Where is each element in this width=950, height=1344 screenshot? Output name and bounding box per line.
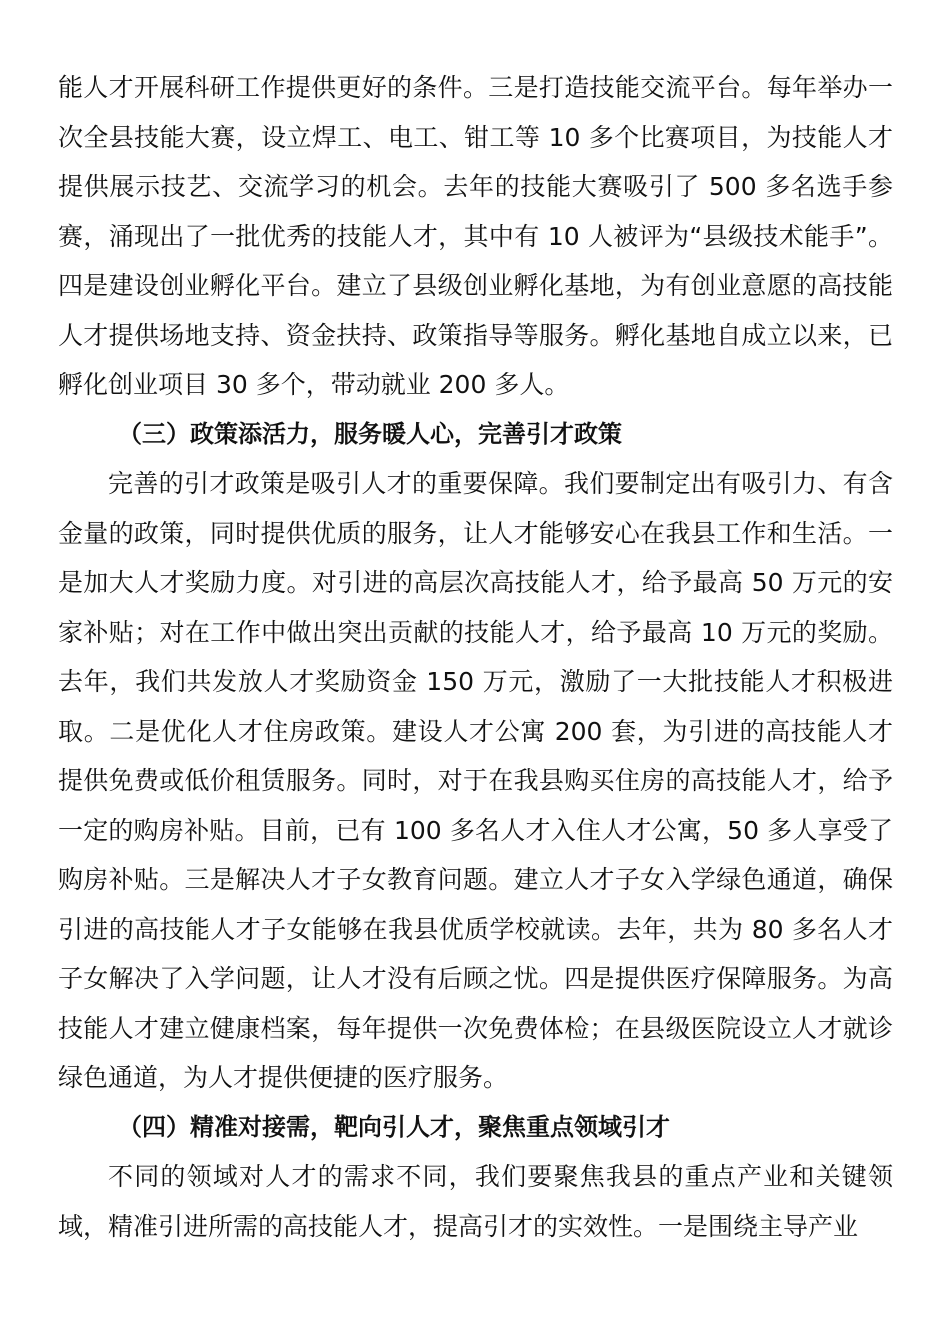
- section-heading: （三）政策添活力，服务暖人心，完善引才政策: [118, 419, 622, 448]
- body-paragraph: 不同的领域对人才的需求不同，我们要聚焦我县的重点产业和关键领域，精准引进所需的高技能人才，提高引才的实效性。一是围绕主导产业: [58, 1162, 893, 1241]
- body-paragraph: 能人才开展科研工作提供更好的条件。三是打造技能交流平台。每年举办一次全县技能大赛，设立焊工、电工、钳工等 10 多个比赛项目，为技能人才提供展示技艺、交流学习的机会。去年的技能大赛吸引了 500 多名选手参赛，涌现出了一批优秀的技能人才，其中有 10 人被评为“县级技术能手”。四是建设创业孵化平台。建立了县级创业孵化基地，为有创业意愿的高技能人才提供场地支持、资金扶持、政策指导等服务。孵化基地自成立以来，已孵化创业项目 30 多个，带动就业 200 多人。: [58, 73, 893, 399]
- document-page: [58, 63, 893, 1251]
- section-heading: （四）精准对接需，靶向引人才，聚焦重点领域引才: [118, 1112, 670, 1141]
- body-paragraph: 完善的引才政策是吸引人才的重要保障。我们要制定出有吸引力、有含金量的政策，同时提供优质的服务，让人才能够安心在我县工作和生活。一是加大人才奖励力度。对引进的高层次高技能人才，给予最高 50 万元的安家补贴；对在工作中做出突出贡献的技能人才，给予最高 10 万元的奖励。去年，我们共发放人才奖励资金 150 万元，激励了一大批技能人才积极进取。二是优化人才住房政策。建设人才公寓 200 套，为引进的高技能人才提供免费或低价租赁服务。同时，对于在我县购买住房的高技能人才，给予一定的购房补贴。目前，已有 100 多名人才入住人才公寓，50 多人享受了购房补贴。三是解决人才子女教育问题。建立人才子女入学绿色通道，确保引进的高技能人才子女能够在我县优质学校就读。去年，共为 80 多名人才子女解决了入学问题，让人才没有后顾之忧。四是提供医疗保障服务。为高技能人才建立健康档案，每年提供一次免费体检；在县级医院设立人才就诊绿色通道，为人才提供便捷的医疗服务。: [58, 469, 893, 1092]
